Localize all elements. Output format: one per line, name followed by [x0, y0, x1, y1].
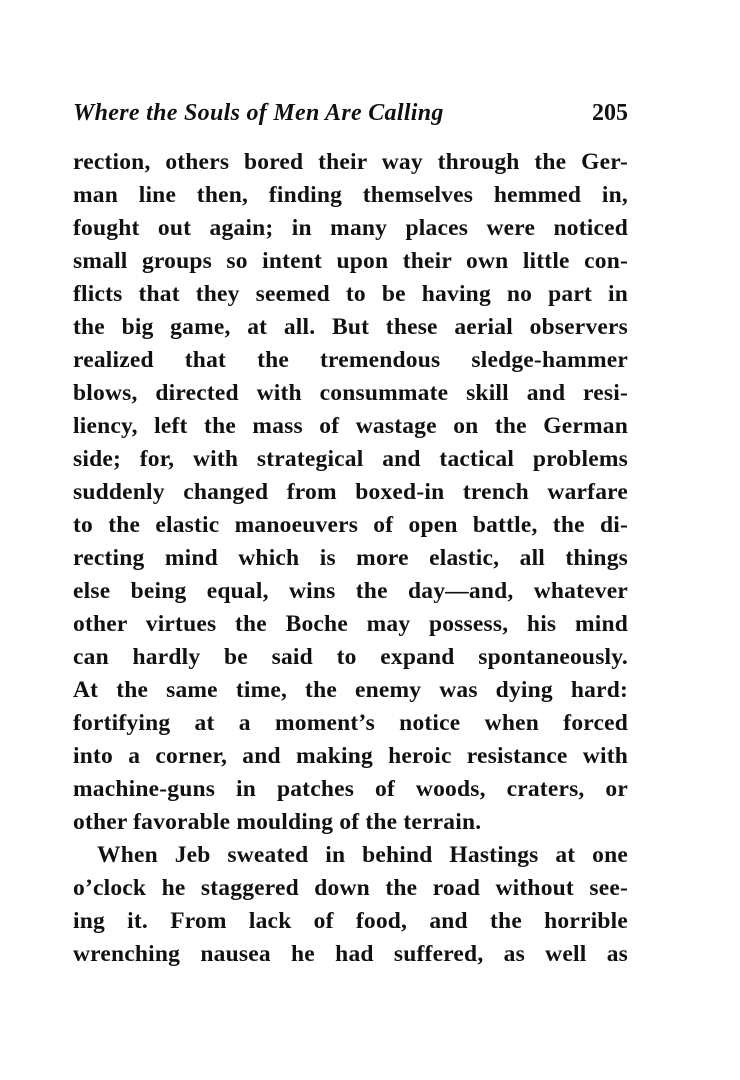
text-line: fortifying at a moment’s notice when forced	[73, 710, 628, 736]
text-line: At the same time, the enemy was dying hard:	[73, 677, 628, 703]
text-line: wrenching nausea he had suffered, as well as	[73, 941, 628, 967]
text-line: suddenly changed from boxed-in trench warfare	[73, 479, 628, 505]
text-line: to the elastic manoeuvers of open battle, the di-	[73, 512, 628, 538]
text-line: recting mind which is more elastic, all things	[73, 545, 628, 571]
text-line: man line then, finding themselves hemmed in,	[73, 182, 628, 208]
text-line: can hardly be said to expand spontaneously.	[73, 644, 628, 670]
text-line: blows, directed with consummate skill and resi-	[73, 380, 628, 406]
text-line: into a corner, and making heroic resistance with	[73, 743, 628, 769]
text-line: machine-guns in patches of woods, craters, or	[73, 776, 628, 802]
text-line: other favorable moulding of the terrain.	[73, 809, 482, 835]
text-line: When Jeb sweated in behind Hastings at one	[97, 842, 628, 868]
page-number: 205	[592, 100, 628, 126]
text-line: else being equal, wins the day—and, whatever	[73, 578, 628, 604]
text-line: ing it. From lack of food, and the horrible	[73, 908, 628, 934]
running-title: Where the Souls of Men Are Calling	[73, 100, 444, 126]
text-line: side; for, with strategical and tactical problems	[73, 446, 628, 472]
text-line: o’clock he staggered down the road without see-	[73, 875, 628, 901]
text-line: the big game, at all. But these aerial observers	[73, 314, 628, 340]
text-line: small groups so intent upon their own little con-	[73, 248, 628, 274]
text-line: flicts that they seemed to be having no part in	[73, 281, 628, 307]
text-line: realized that the tremendous sledge-hammer	[73, 347, 628, 373]
body-text	[73, 146, 628, 971]
running-header	[73, 100, 628, 140]
text-line: liency, left the mass of wastage on the German	[73, 413, 628, 439]
book-page	[73, 100, 628, 971]
text-line: fought out again; in many places were noticed	[73, 215, 628, 241]
text-line: rection, others bored their way through the Ger-	[73, 149, 628, 175]
text-line: other virtues the Boche may possess, his mind	[73, 611, 628, 637]
